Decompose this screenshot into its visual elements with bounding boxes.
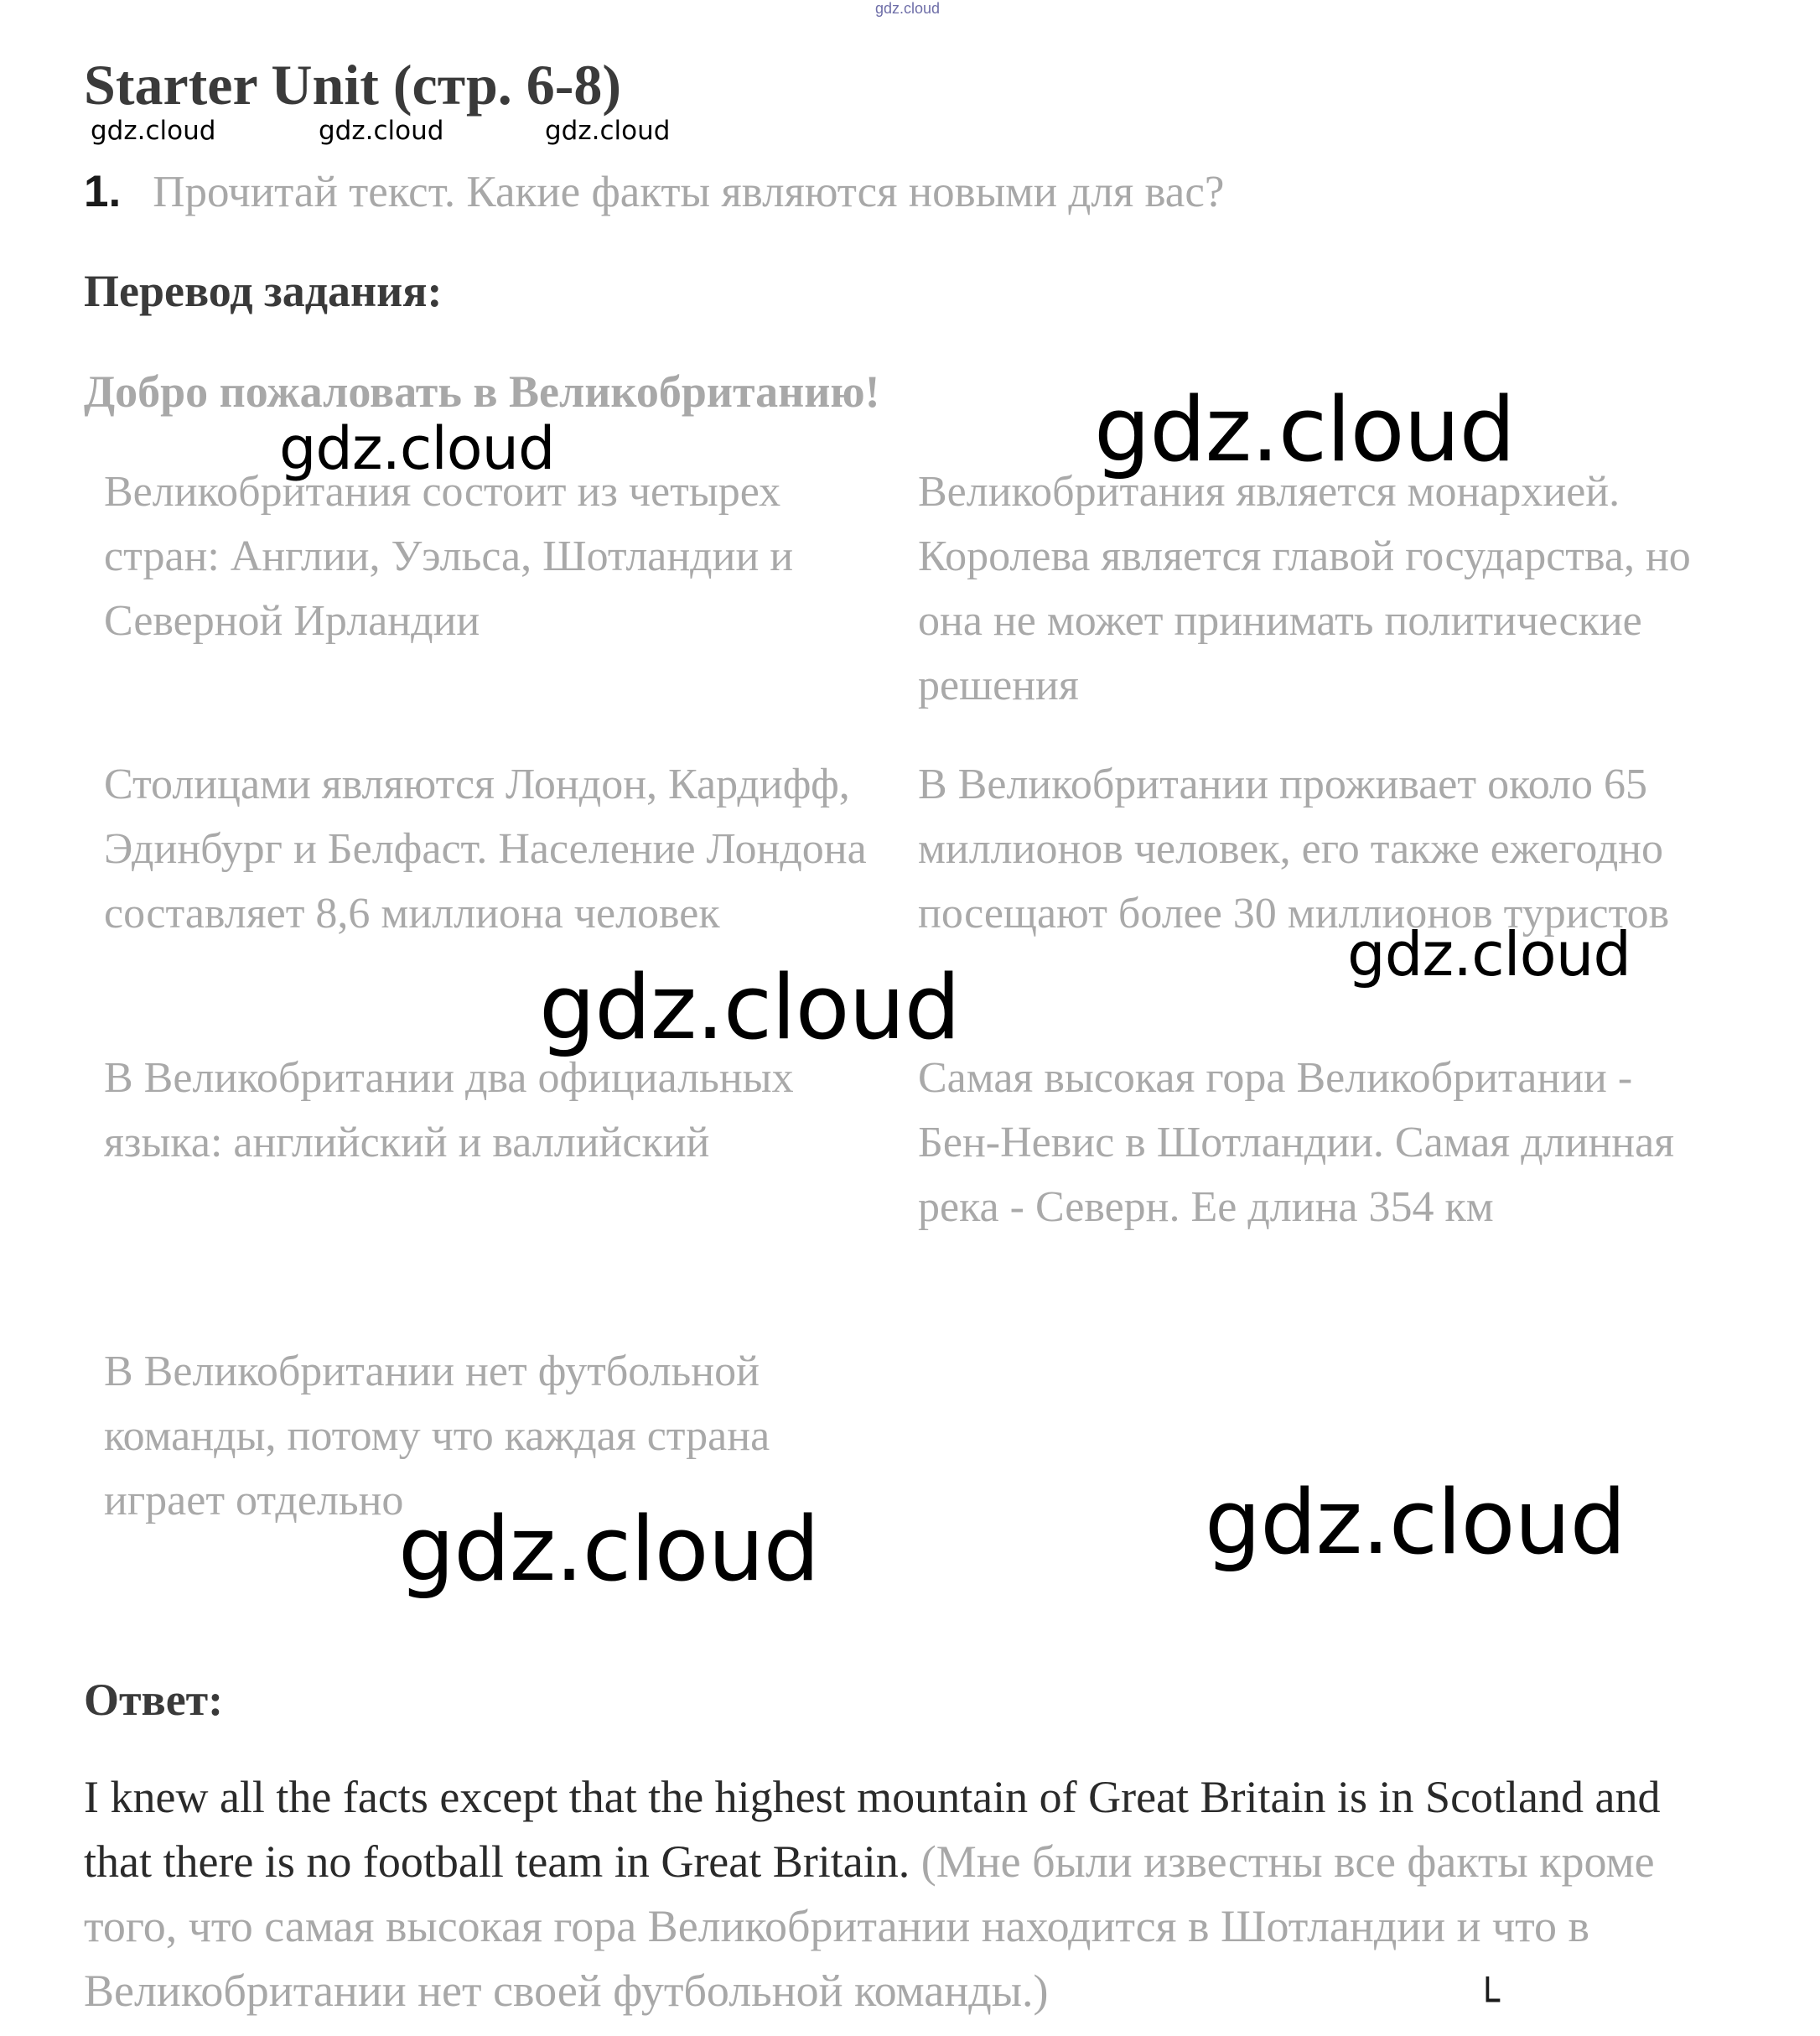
watermark-large-3: gdz.cloud <box>1347 919 1631 989</box>
translation-label: Перевод задания: <box>84 266 443 316</box>
watermark-large-6: gdz.cloud <box>398 1498 819 1601</box>
answer-english: I knew all the facts except that the highest mountain of Great Britain is in Scotland and that there is no football team in Great Britain. <box>84 1772 1661 1887</box>
watermark-small-3: gdz.cloud <box>545 116 671 146</box>
task-number: 1. <box>84 167 122 216</box>
task-text: Прочитай текст. Какие факты являются новыми для вас? <box>153 168 1225 216</box>
watermark-large-4: gdz.cloud <box>539 956 960 1059</box>
watermark-large-2: gdz.cloud <box>1094 378 1515 481</box>
fact-languages: В Великобритании два официальных языка: английский и валлийский <box>104 1054 794 1166</box>
fact-monarchy: Великобритания является монархией. Королева является главой государства, но она не может принимать политические решения <box>918 468 1691 709</box>
watermark-small-2: gdz.cloud <box>319 116 444 146</box>
answer-russian: (Мне были известны все факты кроме того, что самая высокая гора Великобритании находится в Шотландии и что в Великобритании нет своей футбольной команды.) <box>84 1836 1655 2016</box>
welcome-heading: Добро пожаловать в Великобританию! <box>84 366 880 417</box>
fact-football: В Великобритании нет футбольной команды, потому что каждая страна играет отдельно <box>104 1348 770 1524</box>
task-line <box>84 166 1224 217</box>
fact-population: В Великобритании проживает около 65 миллионов человек, его также ежегодно посещают более 30 миллионов туристов <box>918 761 1670 937</box>
watermark-large-1: gdz.cloud <box>279 414 555 483</box>
watermark-small-1: gdz.cloud <box>91 116 216 146</box>
fact-countries: Великобритания состоит из четырех стран: Англии, Уэльса, Шотландии и Северной Ирландии <box>104 468 794 645</box>
top-watermark: gdz.cloud <box>875 0 941 17</box>
watermark-large-5: gdz.cloud <box>1205 1471 1626 1574</box>
page-title: Starter Unit (стр. 6-8) <box>84 53 622 117</box>
fact-geography: Самая высокая гора Великобритании - Бен-Невис в Шотландии. Самая длинная река - Северн. Ее длина 354 км <box>918 1054 1675 1231</box>
answer-label: Ответ: <box>84 1675 224 1725</box>
text-cursor-icon: └ <box>1475 1977 1500 2024</box>
fact-capitals: Столицами являются Лондон, Кардифф, Эдинбург и Белфаст. Население Лондона составляет 8,6 миллиона человек <box>104 761 867 937</box>
